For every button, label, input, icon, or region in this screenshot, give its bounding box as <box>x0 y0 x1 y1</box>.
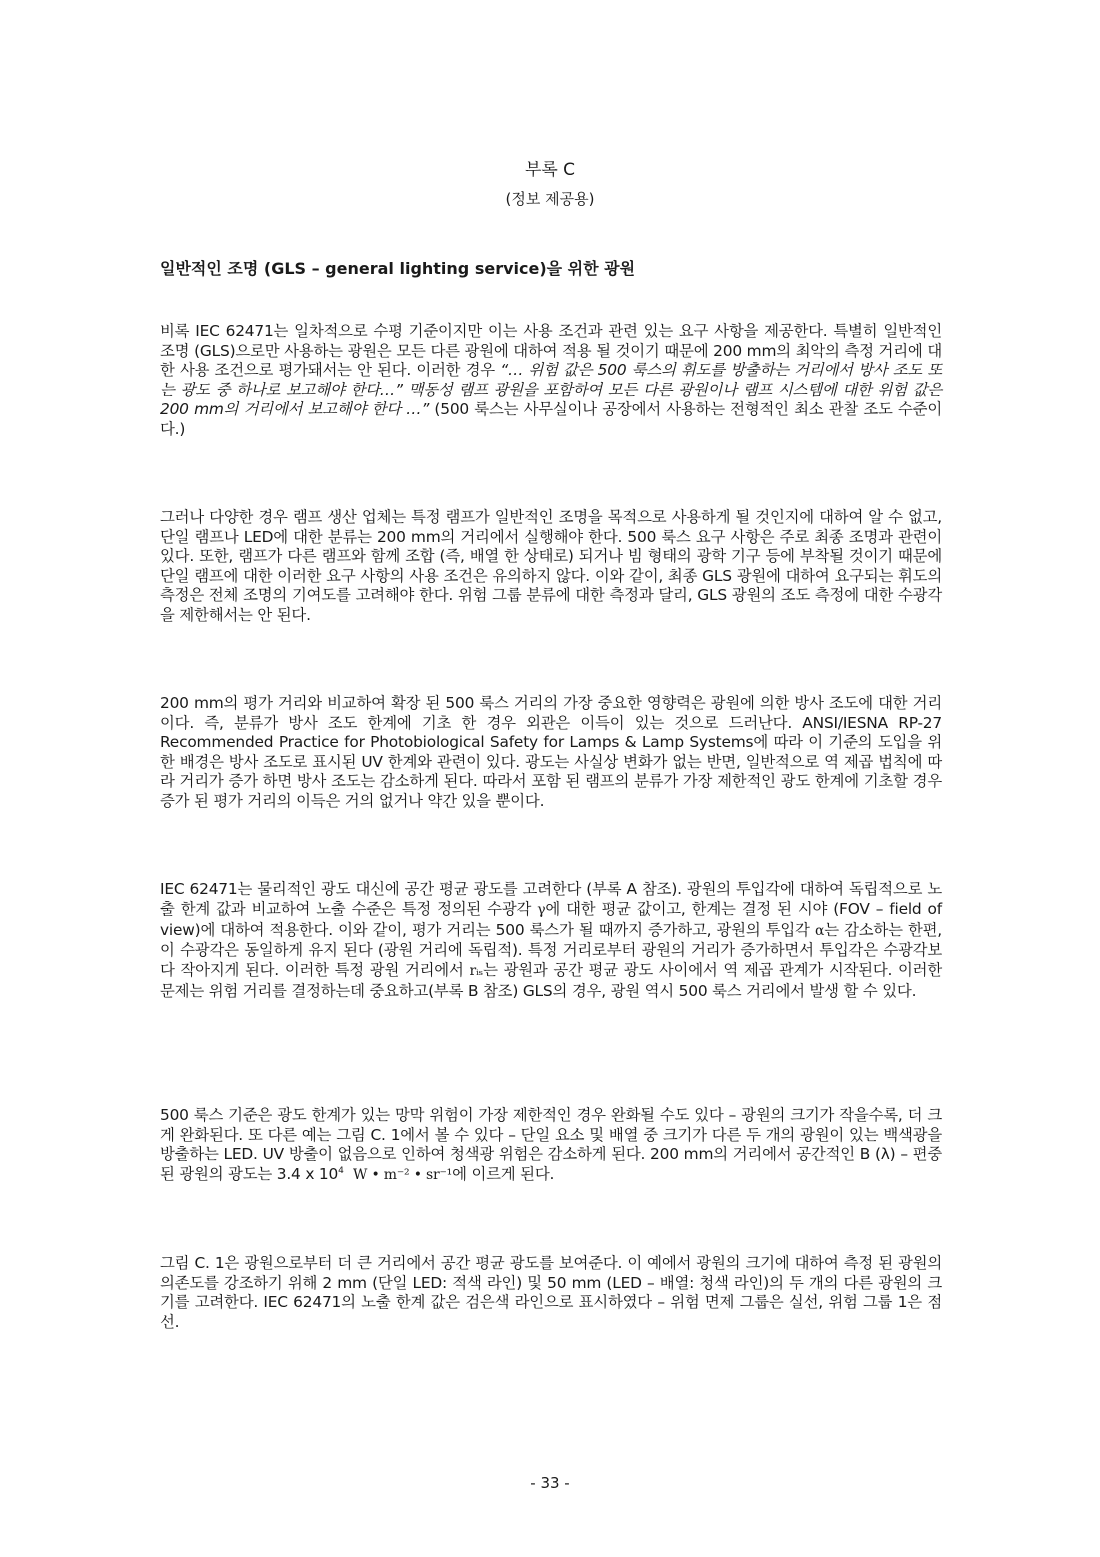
paragraph-4-text-a: IEC 62471는 물리적인 광도 대신에 공간 평균 광도를 고려한다 (부록 A 참조). 광원의 투입각에 대하여 독립적으로 노출 한계 값과 비교하여 노출 수준은 특정 정의된 수광각 <box>160 880 942 918</box>
paragraph-5 <box>160 1106 942 1185</box>
exponent: 4 <box>338 1165 344 1176</box>
ris-symbol: rᵢₛ <box>469 963 484 980</box>
paragraph-1-text-c: (500 룩스는 사무실이나 공장에서 사용하는 전형적인 최소 관찰 조도 수준이다.) <box>160 400 942 438</box>
paragraph-4-text-d: 는 광원과 공간 평균 광도 사이에서 역 제곱 관계가 시작된다. 이러한 문제는 위험 거리를 결정하는데 중요하고(부록 B 참조) GLS의 경우, 광원 역시 500 룩스 거리에서 발생 할 수 있다. <box>160 961 942 1000</box>
paragraph-1 <box>160 322 942 440</box>
paragraph-1-text-a: 비록 IEC 62471는 일차적으로 수평 기준이지만 이는 사용 조건과 관련 있는 요구 사항을 제공한다. 특별히 일반적인 조명 (GLS)으로만 사용하는 광원은 모든 다른 광원에 대하여 적용 될 것이기 때문에 200 mm의 최악의 측정 거리에 대한 사용 조건으로 평가돼서는 안 된다. 이러한 경우 <box>160 322 942 380</box>
paragraph-4 <box>160 880 942 1002</box>
paragraph-5-text-a: 500 룩스 기준은 광도 한계가 있는 망막 위험이 가장 제한적인 경우 완화될 수도 있다 – 광원의 크기가 작을수록, 더 크게 완화된다. 또 다른 예는 그림 C. 1에서 볼 수 있다 – 단일 요소 및 배열 중 크기가 다른 두 개의 광원이 있는 백색광을 방출하는 LED. UV 방출이 없음으로 인하여 청색광 위험은 감소하게 된다. 200 mm의 거리에서 공간적인 B (λ) – 편중된 광원의 광도는 3.4 x 10 <box>160 1106 942 1183</box>
annex-title: 부록 C <box>524 160 576 180</box>
paragraph-2: 그러나 다양한 경우 램프 생산 업체는 특정 램프가 일반적인 조명을 목적으로 사용하게 될 것인지에 대하여 알 수 없고, 단일 램프나 LED에 대한 분류는 200 mm의 거리에서 실행해야 한다. 500 룩스 요구 사항은 주로 최종 조명과 관련이 있다. 또한, 램프가 다른 램프와 함께 조합 (즉, 배열 한 상태로) 되거나 빔 형태의 광학 기구 등에 부착될 것이기 때문에 단일 램프에 대한 이러한 요구 사항의 사용 조건은 유의하지 않다. 이와 같이, 최종 GLS 광원에 대하여 요구되는 휘도의 측정은 전체 조명의 기여도를 고려해야 한다. 위험 그룹 분류에 대한 측정과 달리, GLS 광원의 조도 측정에 대한 수광각을 제한해서는 안 된다. <box>160 508 942 624</box>
paragraph-4-text-b: 에 대한 평균 값이고, 한계는 결정 된 시야 (FOV – field of view)에 대하여 적용한다. 이와 같이, 평가 거리는 500 룩스가 될 때까지 증가하고, 광원의 투입각 <box>160 899 942 939</box>
alpha-symbol: α <box>814 922 825 939</box>
gamma-symbol: γ <box>537 901 546 918</box>
section-title: 일반적인 조명 (GLS – general lighting service)을 위한 광원 <box>160 259 636 278</box>
page-number: - 33 - <box>530 1474 570 1492</box>
paragraph-6: 그림 C. 1은 광원으로부터 더 큰 거리에서 공간 평균 광도를 보여준다. 이 예에서 광원의 크기에 대하여 측정 된 광원의 의존도를 강조하기 위해 2 mm (단일 LED: 적색 라인) 및 50 mm (LED – 배열: 청색 라인)의 두 개의 다른 광원의 크기를 고려한다. IEC 62471의 노출 한계 값은 검은색 라인으로 표시하였다 – 위험 면제 그룹은 실선, 위험 그룹 1은 점선. <box>160 1254 942 1331</box>
paragraph-4-text-c: 는 감소하는 한편, 이 수광각은 동일하게 유지 된다 (광원 거리에 독립적). 특정 거리로부터 광원의 거리가 증가하면서 투입각은 수광각보다 작아지게 된다. 이러한 특정 광원 거리에서 <box>160 920 943 980</box>
paragraph-5-text-b: 에 이르게 된다. <box>452 1164 555 1183</box>
paragraph-1-quote: “… 위험 값은 500 룩스의 휘도를 방출하는 거리에서 방사 조도 또는 광도 중 하나로 보고해야 한다…” 맥동성 램프 광원을 포함하여 모든 다른 광원이나 램프 시스템에 대한 위험 값은 200 mm의 거리에서 보고해야 한다 …” <box>160 361 942 419</box>
radiance-units: W • m⁻² • sr⁻¹ <box>353 1166 453 1183</box>
annex-subtitle: (정보 제공용) <box>505 190 595 208</box>
paragraph-3: 200 mm의 평가 거리와 비교하여 확장 된 500 룩스 거리의 가장 중요한 영향력은 광원에 의한 방사 조도에 대한 거리이다. 즉, 분류가 방사 조도 한계에 기초 한 경우 외관은 이득이 있는 것으로 드러난다. ANSI/IESNA RP-27 Recommended Practice for Photobiological Safety for Lamps & Lamp Systems에 따라 이 기준의 도입을 위한 배경은 방사 조도로 표시된 UV 한계와 관련이 있다. 광도는 사실상 변화가 없는 반면, 일반적으로 역 제곱 법칙에 따라 거리가 증가 하면 방사 조도는 감소하게 된다. 따라서 포함 된 램프의 분류가 가장 제한적인 광도 한계에 기초할 경우 증가 된 평가 거리의 이득은 거의 없거나 약간 있을 뿐이다. <box>160 694 942 810</box>
